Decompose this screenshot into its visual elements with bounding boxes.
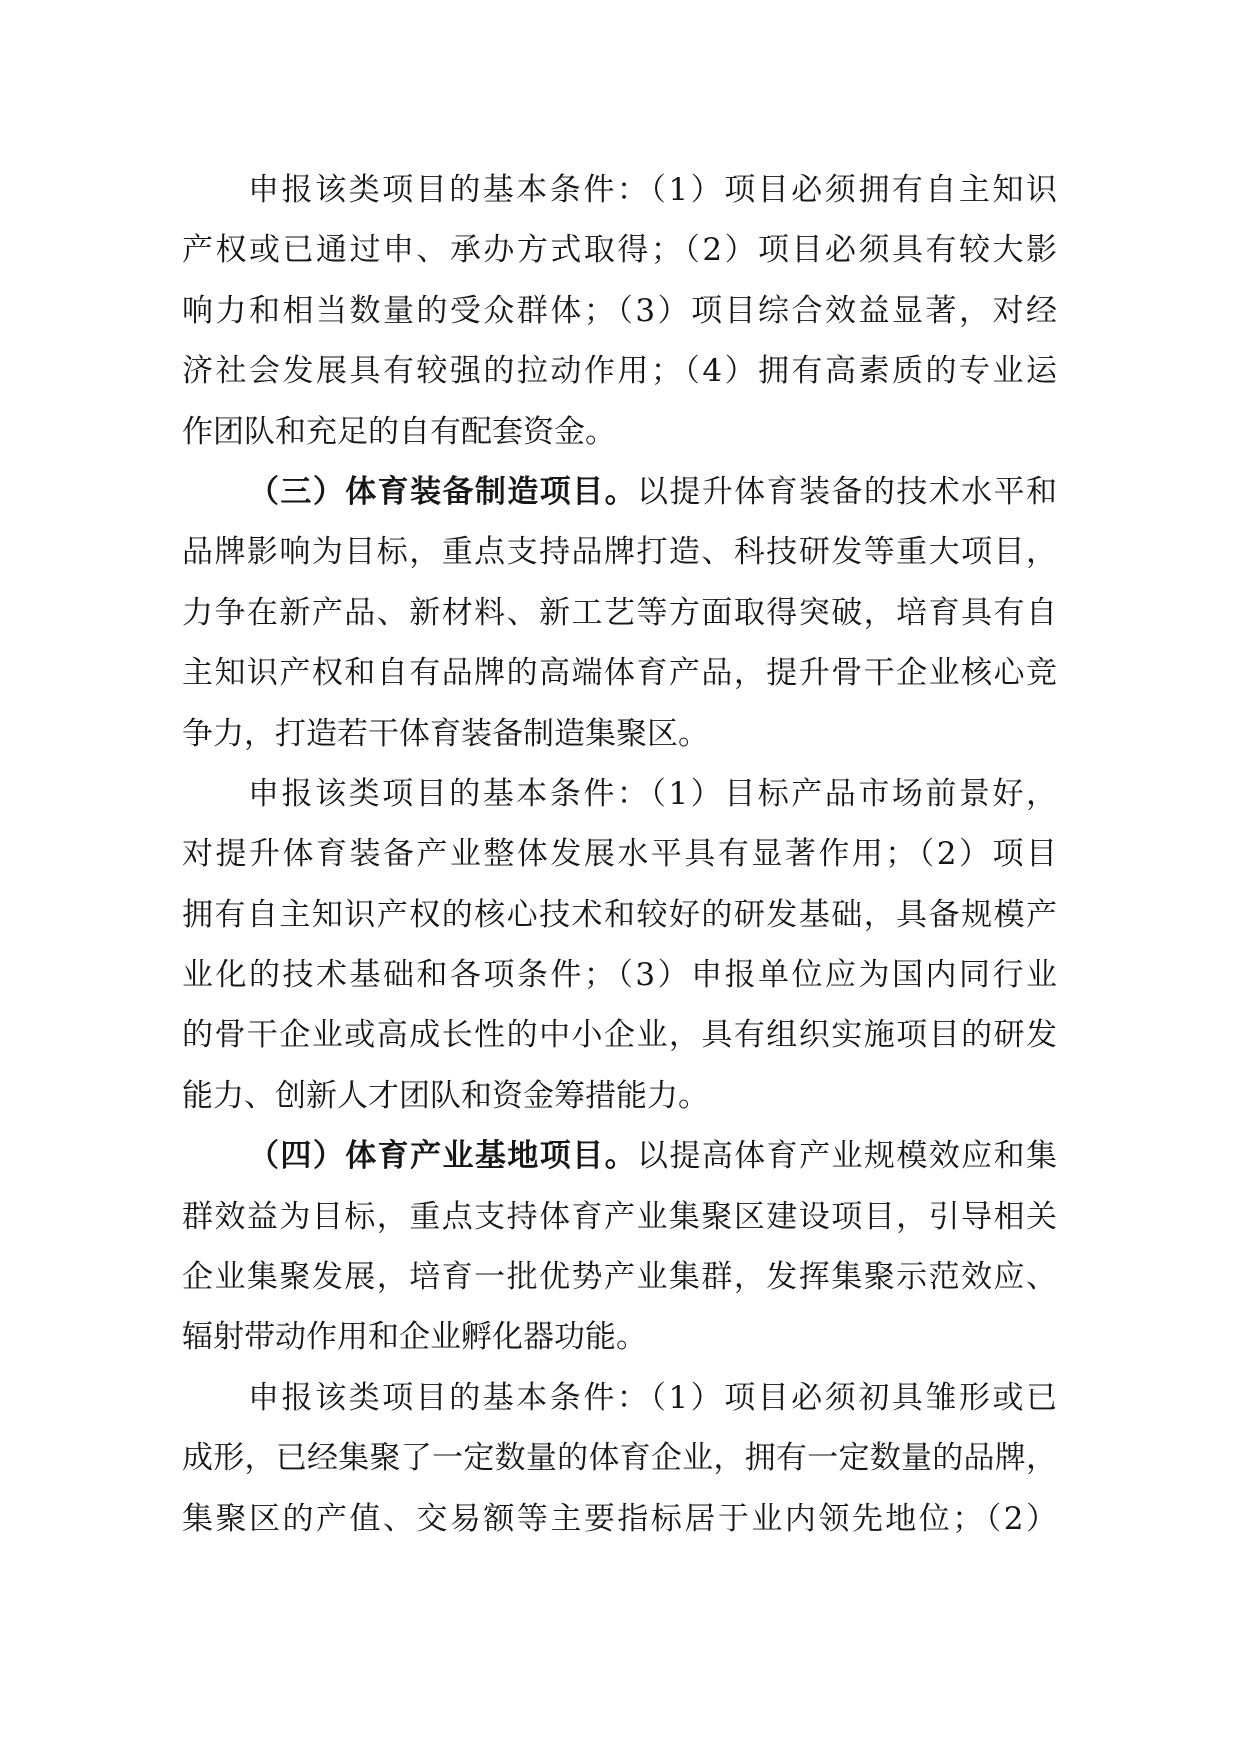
text-run: 以提高体育产业规模效应和集	[637, 1138, 1057, 1175]
text-line: 的骨干企业或高成长性的中小企业，具有组织实施项目的研发	[182, 1017, 1057, 1054]
paragraph-conditions-2	[182, 764, 1057, 1126]
text-line: 作团队和充足的自有配套资金。	[182, 413, 616, 450]
section-heading: （三）体育装备制造项目。	[248, 473, 637, 510]
text-line: 响力和相当数量的受众群体；（3）项目综合效益显著，对经	[182, 292, 1057, 329]
paragraph-industry-base	[182, 1126, 1057, 1368]
text-line: 力争在新产品、新材料、新工艺等方面取得突破，培育具有自	[182, 594, 1057, 631]
text-line: 业化的技术基础和各项条件；（3）申报单位应为国内同行业	[182, 957, 1057, 994]
text-line	[182, 462, 1057, 522]
text-line: 拥有自主知识产权的核心技术和较好的研发基础，具备规模产	[182, 896, 1057, 933]
text-run: 以提升体育装备的技术水平和	[637, 473, 1057, 510]
text-line: 济社会发展具有较强的拉动作用；（4）拥有高素质的专业运	[182, 353, 1057, 390]
text-line: 品牌影响为目标，重点支持品牌打造、科技研发等重大项目，	[182, 534, 1057, 571]
text-line: 成形，已经集聚了一定数量的体育企业，拥有一定数量的品牌，	[182, 1440, 1057, 1477]
text-line	[182, 1126, 1057, 1186]
text-line: 企业集聚发展，培育一批优势产业集群，发挥集聚示范效应、	[182, 1259, 1057, 1296]
text-line: 争力，打造若干体育装备制造集聚区。	[182, 715, 709, 752]
text-line: 主知识产权和自有品牌的高端体育产品，提升骨干企业核心竞	[182, 655, 1057, 692]
paragraph-equipment-manufacturing	[182, 462, 1057, 764]
text-line: 对提升体育装备产业整体发展水平具有显著作用；（2）项目	[182, 836, 1057, 873]
text-line: 集聚区的产值、交易额等主要指标居于业内领先地位；（2）	[182, 1500, 1057, 1537]
text-line: 辐射带动作用和企业孵化器功能。	[182, 1319, 647, 1356]
text-line: 能力、创新人才团队和资金筹措能力。	[182, 1077, 709, 1114]
paragraph-conditions-3	[182, 1368, 1057, 1549]
text-line: 产权或已通过申、承办方式取得；（2）项目必须具有较大影	[182, 232, 1057, 269]
paragraph-conditions-1	[182, 160, 1057, 462]
body-text	[182, 160, 1057, 1549]
text-line: 群效益为目标，重点支持体育产业集聚区建设项目，引导相关	[182, 1198, 1057, 1235]
section-heading: （四）体育产业基地项目。	[248, 1138, 637, 1175]
text-line: 申报该类项目的基本条件：（1）项目必须拥有自主知识	[248, 172, 1057, 208]
text-line: 申报该类项目的基本条件：（1）项目必须初具雏形或已	[248, 1379, 1057, 1416]
text-line: 申报该类项目的基本条件：（1）目标产品市场前景好，	[248, 775, 1057, 812]
